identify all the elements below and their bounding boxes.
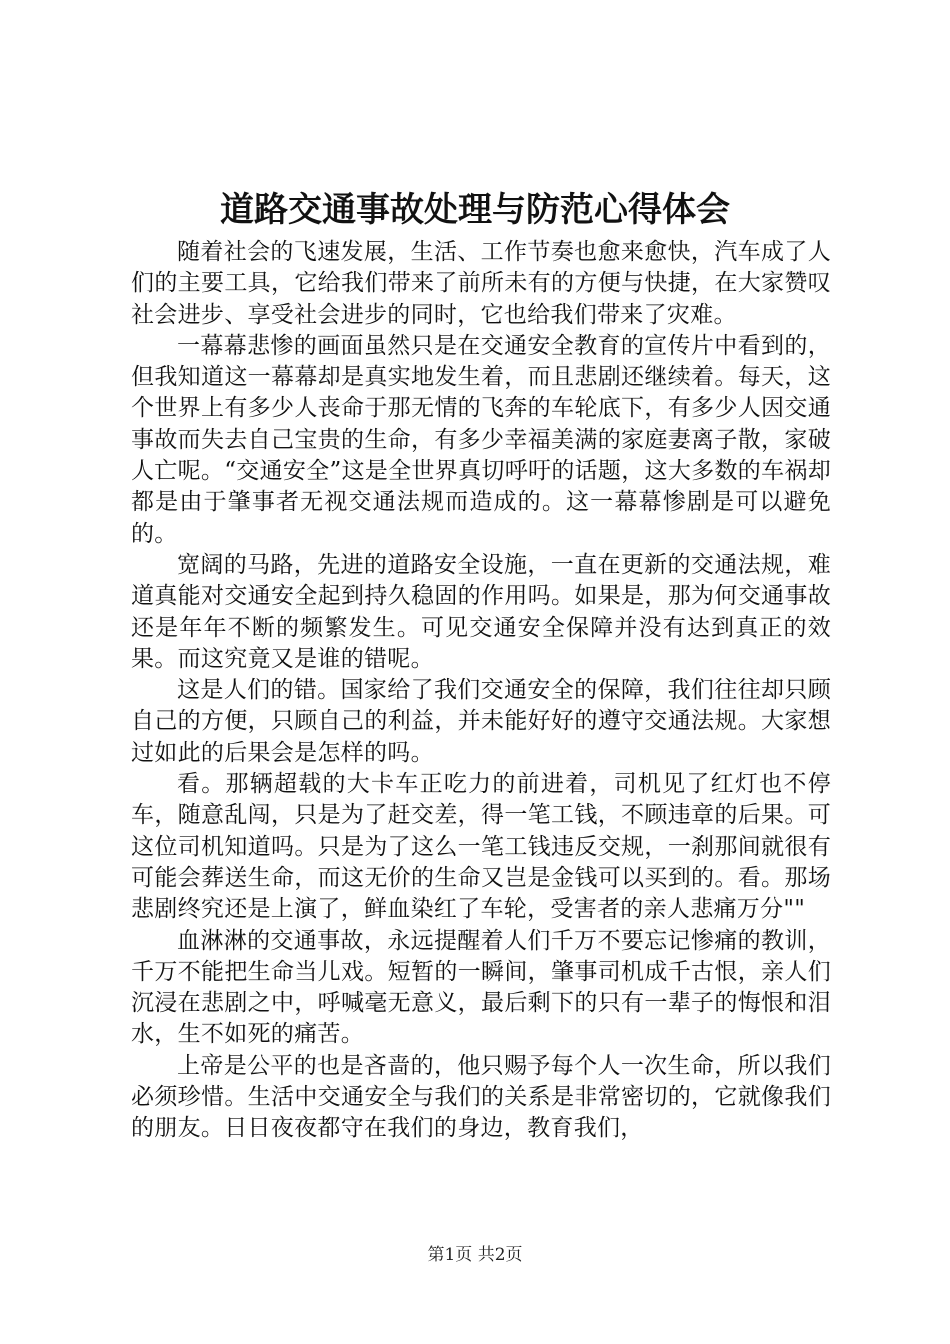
paragraph-4: 这是人们的错。国家给了我们交通安全的保障，我们往往却只顾自己的方便，只顾自己的利益，并未能好好的遵守交通法规。大家想过如此的后果会是怎样的吗。 xyxy=(131,677,831,766)
paragraph-1: 随着社会的飞速发展，生活、工作节奏也愈来愈快，汽车成了人们的主要工具，它给我们带来了前所未有的方便与快捷，在大家赞叹社会进步、享受社会进步的同时，它也给我们带来了灾难。 xyxy=(131,239,831,328)
paragraph-2: 一幕幕悲惨的画面虽然只是在交通安全教育的宣传片中看到的，但我知道这一幕幕却是真实地发生着，而且悲剧还继续着。每天，这个世界上有多少人丧命于那无情的飞奔的车轮底下，有多少人因交通事故而失去自己宝贵的生命，有多少幸福美满的家庭妻离子散，家破人亡呢。“交通安全”这是全世界真切呼吁的话题，这大多数的车祸却都是由于肇事者无视交通法规而造成的。这一幕幕惨剧是可以避免的。 xyxy=(131,332,831,547)
document-body xyxy=(131,237,831,1145)
paragraph-3: 宽阔的马路，先进的道路安全设施，一直在更新的交通法规，难道真能对交通安全起到持久稳固的作用吗。如果是，那为何交通事故还是年年不断的频繁发生。可见交通安全保障并没有达到真正的效果。而这究竟又是谁的错呢。 xyxy=(131,551,831,672)
paragraph-6: 血淋淋的交通事故，永远提醒着人们千万不要忘记惨痛的教训，千万不能把生命当儿戏。短暂的一瞬间，肇事司机成千古恨，亲人们沉浸在悲剧之中，呼喊毫无意义，最后剩下的只有一辈子的悔恨和泪水，生不如死的痛苦。 xyxy=(131,927,831,1048)
document-title: 道路交通事故处理与防范心得体会 xyxy=(220,190,730,230)
paragraph-5: 看。那辆超载的大卡车正吃力的前进着，司机见了红灯也不停车，随意乱闯，只是为了赶交差，得一笔工钱，不顾违章的后果。可这位司机知道吗。只是为了这么一笔工钱违反交规，一刹那间就很有可能会葬送生命，而这无价的生命又岂是金钱可以买到的。看。那场悲剧终究还是上演了，鲜血染红了车轮，受害者的亲人悲痛万分"" xyxy=(131,771,831,923)
page-number-footer: 第1页 共2页 xyxy=(427,1245,523,1265)
paragraph-7: 上帝是公平的也是吝啬的，他只赐予每个人一次生命，所以我们必须珍惜。生活中交通安全与我们的关系是非常密切的，它就像我们的朋友。日日夜夜都守在我们的身边，教育我们， xyxy=(131,1052,831,1142)
